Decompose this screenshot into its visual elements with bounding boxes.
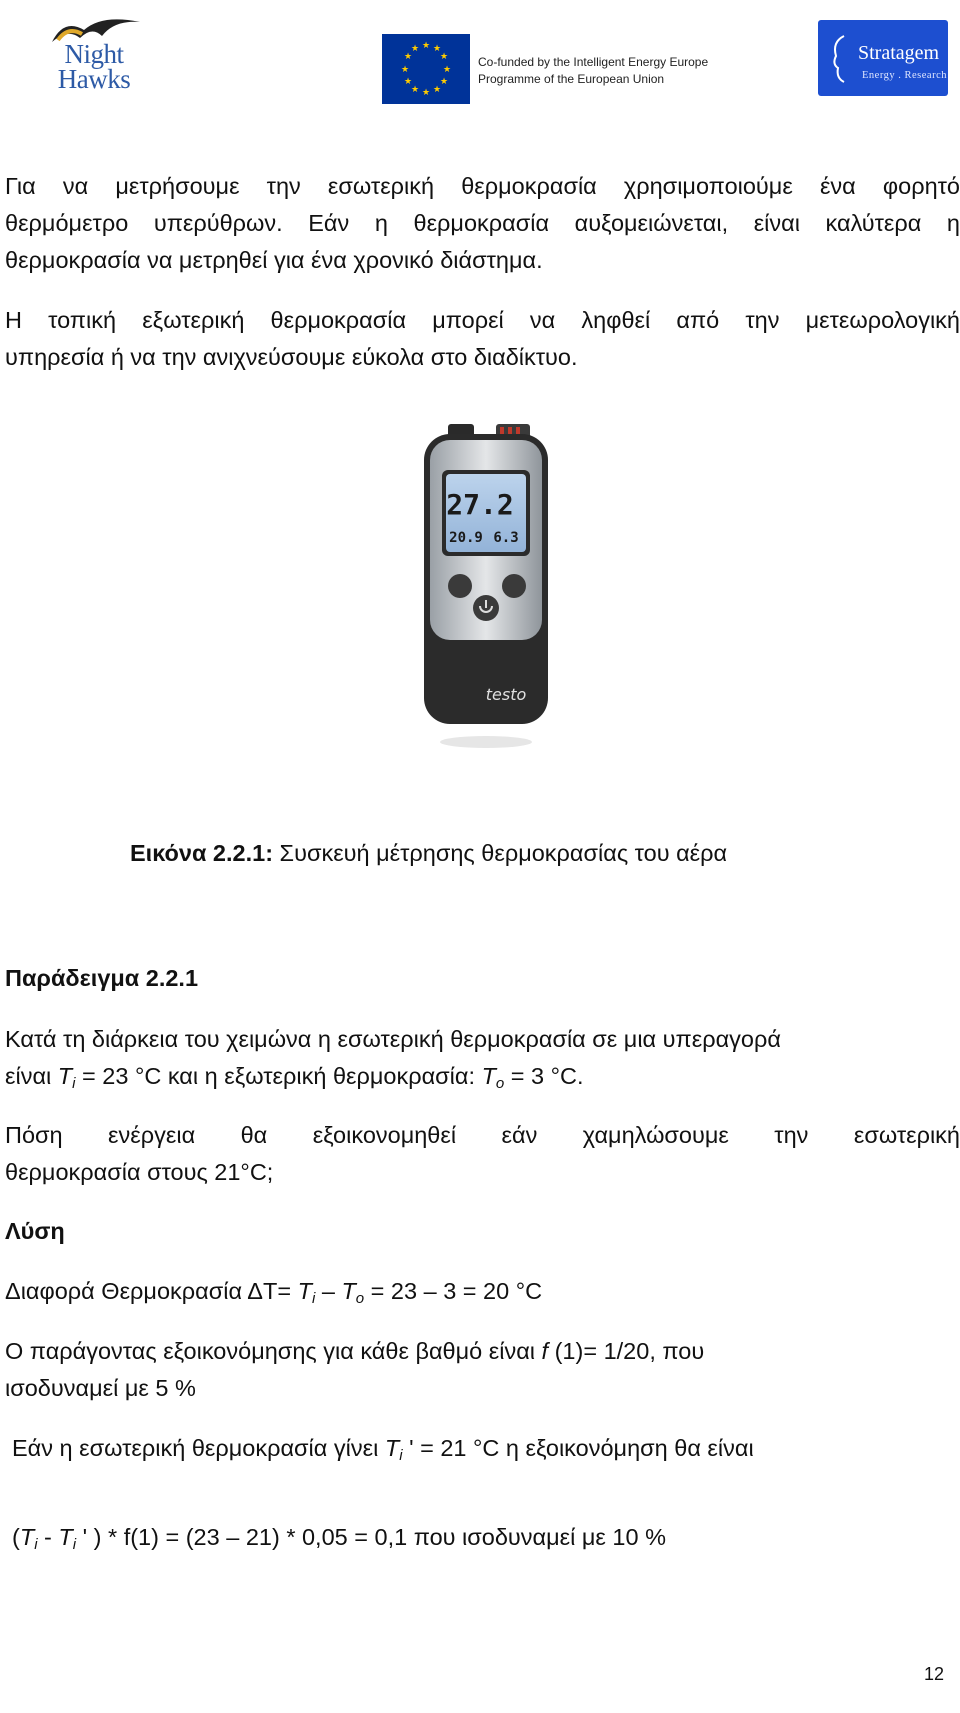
factor-line-2: ισοδυναμεί με 5 % bbox=[5, 1375, 196, 1401]
svg-text:★: ★ bbox=[403, 77, 413, 87]
factor-line-1 bbox=[5, 1333, 960, 1370]
logo-text-line2: Hawks bbox=[57, 64, 131, 94]
var-T: T bbox=[297, 1278, 312, 1304]
lcd-main-reading: 27.2 bbox=[446, 488, 514, 521]
thermometer-device-image bbox=[418, 420, 554, 750]
nighthawks-logo bbox=[44, 12, 144, 98]
text-segment: = 23 °C και η εξωτερική θερμοκρασία: bbox=[75, 1063, 482, 1089]
svg-text:★: ★ bbox=[403, 52, 413, 62]
svg-text:★: ★ bbox=[439, 52, 449, 62]
text-segment: = 23 – 3 = 20 °C bbox=[364, 1278, 543, 1304]
text-segment: ' = 21 °C η εξοικονόμηση θα είναι bbox=[402, 1435, 754, 1461]
sub-i: i bbox=[399, 1447, 403, 1464]
text-segment: = 3 °C. bbox=[504, 1063, 584, 1089]
text-segment: ( bbox=[12, 1524, 20, 1550]
var-T: T bbox=[19, 1524, 35, 1550]
paragraph-1-line-2: θερμόμετρο υπερύθρων. Εάν η θερμοκρασία αυξομειώνεται, είναι καλύτερα η bbox=[5, 210, 960, 236]
sub-o: o bbox=[495, 1075, 505, 1092]
paragraph-1-line-1: Για να μετρήσουμε την εσωτερική θερμοκρασία χρησιμοποιούμε ένα φορητό bbox=[5, 173, 960, 199]
temperature-difference bbox=[5, 1273, 960, 1310]
var-T: T bbox=[58, 1524, 73, 1550]
lcd-left-reading: 20.9 bbox=[449, 530, 483, 546]
sub-o: o bbox=[355, 1290, 365, 1307]
text-segment: είναι bbox=[5, 1063, 58, 1089]
paragraph-2-line-1: Η τοπική εξωτερική θερμοκρασία μπορεί να ληφθεί από την μετεωρολογική bbox=[5, 307, 960, 333]
caption-label: Εικόνα 2.2.1: bbox=[130, 840, 274, 866]
stratagem-logo bbox=[818, 20, 948, 96]
caption-text: Συσκευή μέτρησης θερμοκρασίας του αέρα bbox=[273, 840, 728, 866]
svg-text:★: ★ bbox=[410, 85, 420, 95]
var-T: T bbox=[481, 1063, 496, 1089]
text-segment: Εάν η εσωτερική θερμοκρασία γίνει bbox=[12, 1435, 385, 1461]
var-T: T bbox=[341, 1278, 356, 1304]
var-T: T bbox=[57, 1063, 73, 1089]
svg-text:★: ★ bbox=[432, 85, 442, 95]
text-segment: Ο παράγοντας εξοικονόμησης για κάθε βαθμό είναι bbox=[5, 1338, 542, 1364]
eu-text-line2: Programme of the European Union bbox=[478, 72, 665, 86]
svg-text:★: ★ bbox=[421, 41, 431, 51]
text-segment: ' ) * f(1) = (23 – 21) * 0,05 = 0,1 που ισοδυναμεί με 10 % bbox=[76, 1524, 666, 1550]
question-line-1: Πόση ενέργεια θα εξοικονομηθεί εάν χαμηλώσουμε την εσωτερική bbox=[5, 1122, 960, 1148]
stratagem-title: Stratagem bbox=[858, 42, 940, 64]
solution-heading: Λύση bbox=[5, 1218, 65, 1244]
sub-i: i bbox=[72, 1536, 77, 1553]
text-segment: - bbox=[37, 1524, 59, 1550]
sub-i: i bbox=[34, 1536, 38, 1553]
new-temperature-line bbox=[12, 1430, 960, 1467]
lcd-right-reading: 6.3 bbox=[493, 530, 519, 546]
device-button-left bbox=[448, 574, 472, 598]
text-segment: Διαφορά Θερμοκρασία ΔT= bbox=[5, 1278, 298, 1304]
logo-text-line1: Night bbox=[64, 39, 124, 69]
eu-funding-text bbox=[478, 54, 738, 88]
svg-text:★: ★ bbox=[410, 44, 420, 54]
paragraph-2-line-2: υπηρεσία ή να την ανιχνεύσουμε εύκολα στο διαδίκτυο. bbox=[5, 344, 578, 370]
device-button-right bbox=[502, 574, 526, 598]
question-line-2: θερμοκρασία στους 21°C; bbox=[5, 1159, 274, 1185]
text-segment: – bbox=[315, 1278, 342, 1304]
device-brand: testo bbox=[485, 685, 527, 704]
calculation-line bbox=[12, 1519, 960, 1556]
profile-icon bbox=[830, 34, 852, 84]
text-segment: (1)= 1/20, που bbox=[548, 1338, 705, 1364]
example-line-2 bbox=[5, 1058, 960, 1095]
example-title: Παράδειγμα 2.2.1 bbox=[5, 965, 199, 991]
svg-text:★: ★ bbox=[432, 44, 442, 54]
eu-text-line1: Co-funded by the Intelligent Energy Europe bbox=[478, 55, 709, 69]
var-T: T bbox=[384, 1435, 400, 1461]
svg-text:★: ★ bbox=[442, 65, 452, 75]
svg-text:★: ★ bbox=[439, 77, 449, 87]
sub-i: i bbox=[311, 1290, 316, 1307]
sub-i: i bbox=[72, 1075, 76, 1092]
var-f: f bbox=[541, 1338, 549, 1364]
svg-text:★: ★ bbox=[421, 88, 431, 98]
paragraph-1-line-3: θερμοκρασία να μετρηθεί για ένα χρονικό διάστημα. bbox=[5, 247, 543, 273]
page-number: 12 bbox=[923, 1664, 944, 1684]
stratagem-subtitle: Energy . Research bbox=[862, 70, 947, 81]
example-line-1: Κατά τη διάρκεια του χειμώνα η εσωτερική θερμοκρασία σε μια υπεραγορά bbox=[5, 1026, 781, 1052]
eu-flag-icon bbox=[382, 34, 470, 104]
figure-caption bbox=[130, 840, 727, 867]
svg-text:★: ★ bbox=[400, 65, 410, 75]
